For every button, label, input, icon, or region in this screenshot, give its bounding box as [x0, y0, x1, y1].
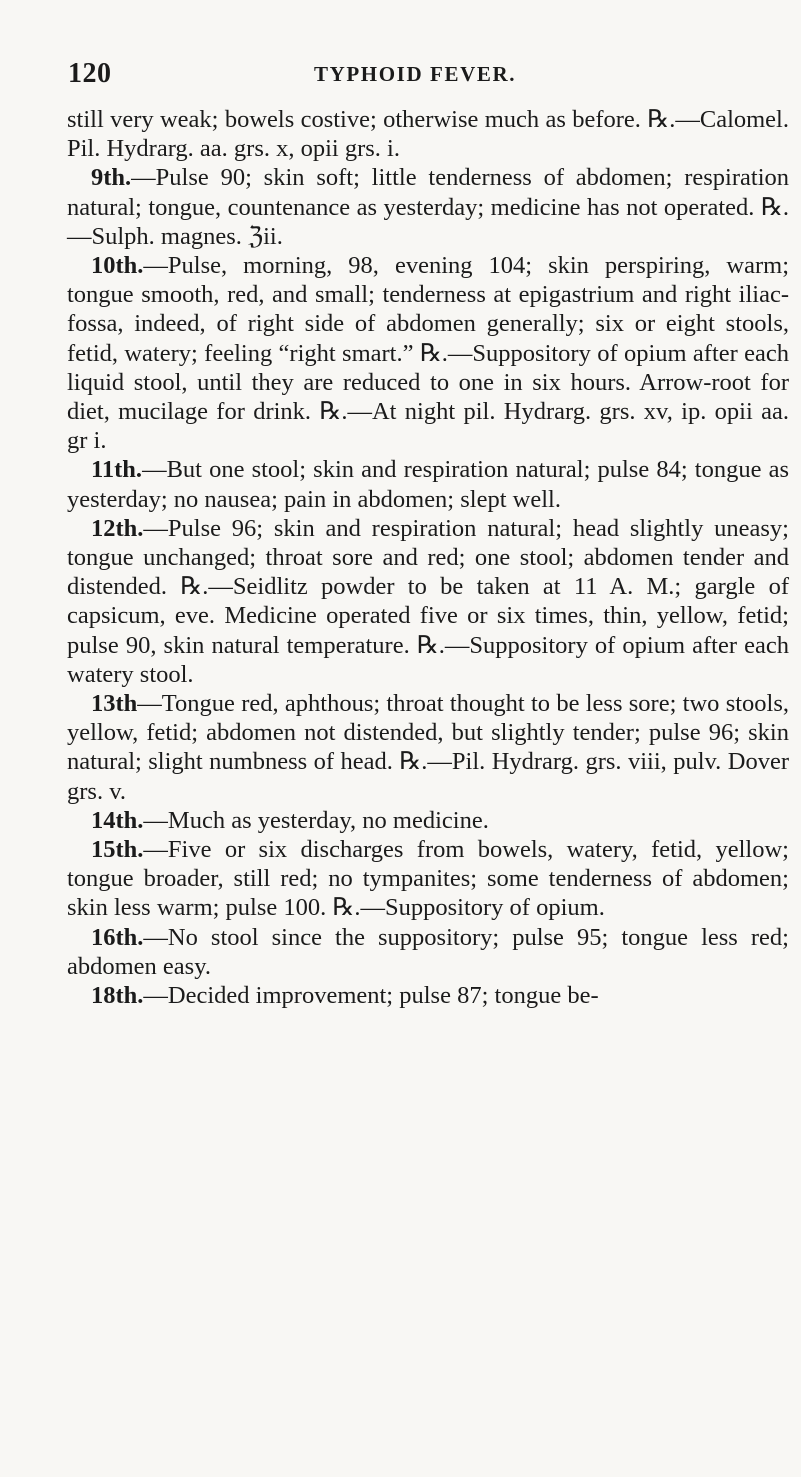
- entry-text: —Decided improvement; pulse 87; tongue be-: [143, 982, 599, 1010]
- entry-text: —No stool since the suppository; pulse 95; tongue less red; abdomen easy.: [67, 923, 789, 980]
- entry-16th: [67, 923, 789, 981]
- running-head: [68, 58, 788, 92]
- entry-date-label: 9th.: [91, 164, 132, 192]
- entry-text: —Pulse, morning, 98, evening 104; skin perspiring, warm; tongue smooth, red, and small; tenderness at epigastrium and right iliac-fossa, indeed, of right side of abdomen generally; six or eight stools, fetid, watery; feeling “right smart.” ℞.—Suppository of opium after each liquid stool, until they are reduced to one in six hours. Arrow-root for diet, mucilage for drink. ℞.—At night pil. Hydrarg. grs. xv, ip. opii aa. gr i.: [67, 252, 789, 455]
- entry-date-label: 12th.: [91, 514, 144, 542]
- entry-11th: [67, 455, 789, 513]
- entry-text: —But one stool; skin and respiration natural; pulse 84; tongue as yesterday; no nausea; pain in abdomen; slept well.: [67, 456, 789, 513]
- entry-date-label: 15th.: [91, 836, 144, 864]
- entry-date-label: 14th.: [91, 806, 144, 834]
- entry-date-label: 11th.: [91, 456, 143, 484]
- entry-date-label: 10th.: [91, 252, 144, 280]
- entry-13th: [67, 689, 789, 806]
- entry-12th: [67, 514, 789, 689]
- entry-text: —Five or six discharges from bowels, watery, fetid, yellow; tongue broader, still red; no tympanites; some tenderness of abdomen; skin less warm; pulse 100. ℞.—Suppository of opium.: [67, 836, 789, 922]
- entry-date-label: 18th.: [91, 982, 144, 1010]
- entry-text: —Pulse 96; skin and respiration natural; head slightly uneasy; tongue unchanged; throat sore and red; one stool; abdomen tender and distended. ℞.—Seidlitz powder to be taken at 11 A. M.; gargle of capsicum, eve. Medicine operated five or six times, thin, yellow, fetid; pulse 90, skin natural temperature. ℞.—Suppository of opium after each watery stool.: [67, 514, 789, 688]
- entry-text: —Pulse 90; skin soft; little tenderness of abdomen; respiration natural; tongue, countenance as yesterday; medicine has not operated. ℞.—Sulph. magnes. ℨii.: [67, 164, 789, 250]
- running-title: TYPHOID FEVER.: [314, 62, 517, 86]
- entry-15th: [67, 835, 789, 923]
- entry-date-label: 16th.: [91, 923, 144, 951]
- paragraph-continuation: [67, 105, 789, 163]
- paragraph-text: still very weak; bowels costive; otherwise much as before. ℞.—Calomel. Pil. Hydrarg. aa. grs. x, opii grs. i.: [67, 106, 789, 163]
- entry-18th: [67, 981, 789, 1010]
- entry-text: —Much as yesterday, no medicine.: [143, 806, 489, 834]
- body-text: [67, 105, 789, 1010]
- entry-date-label: 13th: [91, 690, 138, 718]
- page-number: 120: [68, 58, 112, 89]
- entry-10th: [67, 251, 789, 455]
- entry-14th: [67, 806, 789, 835]
- entry-9th: [67, 163, 789, 251]
- entry-text: —Tongue red, aphthous; throat thought to be less sore; two stools, yellow, fetid; abdomen not distended, but slightly tender; pulse 96; skin natural; slight numbness of head. ℞.—Pil. Hydrarg. grs. viii, pulv. Dover grs. v.: [67, 690, 789, 805]
